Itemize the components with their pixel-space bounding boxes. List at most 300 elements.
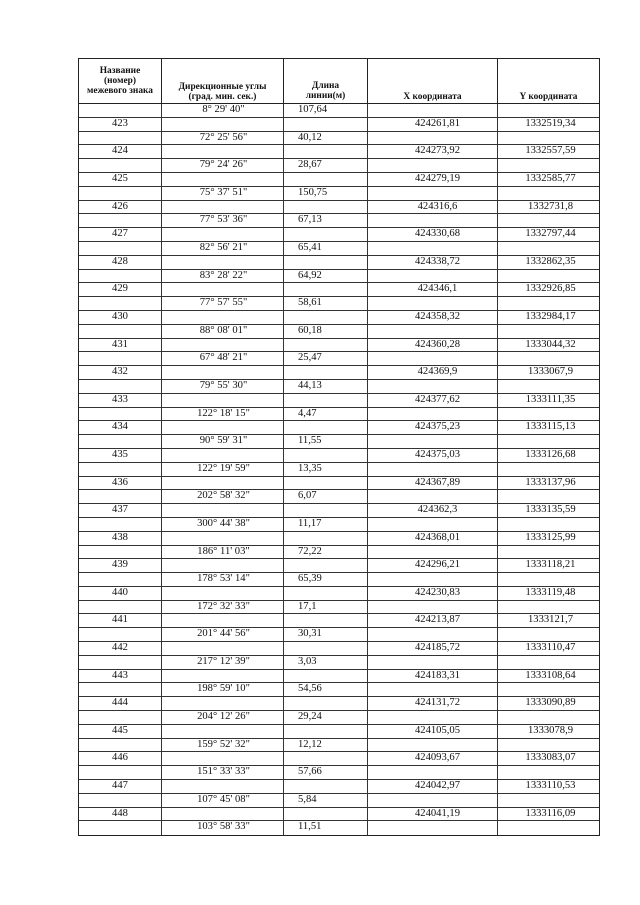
empty-cell	[497, 711, 599, 724]
empty-cell	[497, 490, 599, 503]
empty-cell	[283, 614, 367, 627]
empty-cell	[79, 711, 161, 724]
table-row	[79, 408, 599, 422]
line-length: 5,84	[283, 794, 367, 807]
direction-angle: 151° 33' 33"	[161, 766, 283, 779]
empty-cell	[497, 187, 599, 200]
table-row	[79, 173, 599, 187]
line-length: 3,03	[283, 656, 367, 669]
y-coordinate: 1333110,53	[497, 780, 599, 793]
y-coordinate: 1332984,17	[497, 311, 599, 324]
table-row	[79, 518, 599, 532]
y-coordinate: 1333118,21	[497, 559, 599, 572]
direction-angle: 122° 18' 15"	[161, 408, 283, 421]
direction-angle: 204° 12' 26"	[161, 711, 283, 724]
empty-cell	[497, 601, 599, 614]
x-coordinate: 424213,87	[367, 614, 497, 627]
line-length: 107,64	[283, 104, 367, 117]
table-row	[79, 656, 599, 670]
point-name: 447	[112, 780, 128, 792]
line-length: 12,12	[283, 739, 367, 752]
empty-cell	[79, 242, 161, 255]
empty-cell	[367, 573, 497, 586]
empty-cell	[161, 614, 283, 627]
empty-cell	[367, 711, 497, 724]
direction-angle: 172° 32' 33"	[161, 601, 283, 614]
x-coordinate: 424230,83	[367, 587, 497, 600]
empty-cell	[283, 339, 367, 352]
empty-cell	[79, 187, 161, 200]
point-name: 434	[112, 421, 128, 433]
y-coordinate: 1333067,9	[497, 366, 599, 379]
empty-cell	[283, 670, 367, 683]
empty-cell	[161, 559, 283, 572]
table-row	[79, 214, 599, 228]
empty-cell	[283, 173, 367, 186]
table-row	[79, 628, 599, 642]
direction-angle: 202° 58' 32"	[161, 490, 283, 503]
x-coordinate: 424377,62	[367, 394, 497, 407]
table-row	[79, 546, 599, 560]
x-coordinate: 424183,31	[367, 670, 497, 683]
line-length: 17,1	[283, 601, 367, 614]
empty-cell	[283, 559, 367, 572]
empty-cell	[161, 808, 283, 821]
y-coordinate: 1333083,07	[497, 752, 599, 765]
empty-cell	[79, 490, 161, 503]
line-length: 11,55	[283, 435, 367, 448]
point-name: 427	[112, 228, 128, 240]
x-coordinate: 424375,03	[367, 449, 497, 462]
point-name: 437	[112, 504, 128, 516]
table-row	[79, 711, 599, 725]
empty-cell	[79, 628, 161, 641]
empty-cell	[367, 821, 497, 835]
line-length: 65,39	[283, 573, 367, 586]
empty-cell	[497, 794, 599, 807]
empty-cell	[283, 283, 367, 296]
direction-angle: 201° 44' 56"	[161, 628, 283, 641]
x-coordinate: 424261,81	[367, 118, 497, 131]
line-length: 4,47	[283, 408, 367, 421]
line-length: 40,12	[283, 132, 367, 145]
empty-cell	[161, 449, 283, 462]
line-length: 6,07	[283, 490, 367, 503]
table-row	[79, 159, 599, 173]
y-coordinate: 1333111,35	[497, 394, 599, 407]
direction-angle: 77° 53' 36"	[161, 214, 283, 227]
x-coordinate: 424362,3	[367, 504, 497, 517]
header-name: Название (номер) межевого знака	[87, 66, 153, 96]
line-length: 28,67	[283, 159, 367, 172]
empty-cell	[367, 463, 497, 476]
table-row	[79, 477, 599, 491]
direction-angle: 79° 24' 26"	[161, 159, 283, 172]
table-row	[79, 394, 599, 408]
point-name: 445	[112, 724, 128, 736]
table-row	[79, 683, 599, 697]
empty-cell	[161, 697, 283, 710]
empty-cell	[497, 463, 599, 476]
line-length: 29,24	[283, 711, 367, 724]
empty-cell	[161, 752, 283, 765]
empty-cell	[161, 394, 283, 407]
y-coordinate: 1333121,7	[497, 614, 599, 627]
table-row	[79, 614, 599, 628]
point-name: 439	[112, 559, 128, 571]
empty-cell	[79, 573, 161, 586]
empty-cell	[497, 297, 599, 310]
table-row	[79, 201, 599, 215]
direction-angle: 82° 56' 21"	[161, 242, 283, 255]
empty-cell	[161, 118, 283, 131]
empty-cell	[367, 325, 497, 338]
empty-cell	[497, 683, 599, 696]
direction-angle: 300° 44' 38"	[161, 518, 283, 531]
empty-cell	[283, 394, 367, 407]
empty-cell	[367, 435, 497, 448]
empty-cell	[367, 766, 497, 779]
empty-cell	[367, 380, 497, 393]
line-length: 30,31	[283, 628, 367, 641]
empty-cell	[367, 408, 497, 421]
empty-cell	[367, 683, 497, 696]
table-row	[79, 132, 599, 146]
table-row	[79, 145, 599, 159]
point-name: 432	[112, 366, 128, 378]
direction-angle: 186° 11' 03"	[161, 546, 283, 559]
table-row	[79, 187, 599, 201]
line-length: 54,56	[283, 683, 367, 696]
x-coordinate: 424330,68	[367, 228, 497, 241]
empty-cell	[283, 118, 367, 131]
table-row	[79, 297, 599, 311]
point-name: 425	[112, 172, 128, 184]
y-coordinate: 1333116,09	[497, 808, 599, 821]
table-row	[79, 642, 599, 656]
empty-cell	[161, 173, 283, 186]
empty-cell	[79, 518, 161, 531]
empty-cell	[161, 780, 283, 793]
empty-cell	[283, 421, 367, 434]
empty-cell	[283, 587, 367, 600]
empty-cell	[497, 739, 599, 752]
direction-angle: 159° 52' 32"	[161, 739, 283, 752]
point-name: 426	[112, 200, 128, 212]
x-coordinate: 424093,67	[367, 752, 497, 765]
direction-angle: 88° 08' 01"	[161, 325, 283, 338]
y-coordinate: 1333115,13	[497, 421, 599, 434]
x-coordinate: 424279,19	[367, 173, 497, 186]
y-coordinate: 1332519,34	[497, 118, 599, 131]
y-coordinate: 1333090,89	[497, 697, 599, 710]
table-row	[79, 104, 599, 118]
empty-cell	[79, 656, 161, 669]
empty-cell	[283, 642, 367, 655]
empty-cell	[161, 145, 283, 158]
direction-angle: 72° 25' 56"	[161, 132, 283, 145]
line-length: 57,66	[283, 766, 367, 779]
table-row	[79, 449, 599, 463]
table-row	[79, 504, 599, 518]
empty-cell	[161, 504, 283, 517]
empty-cell	[79, 380, 161, 393]
empty-cell	[79, 214, 161, 227]
table-row	[79, 270, 599, 284]
direction-angle: 8° 29' 40"	[161, 104, 283, 117]
x-coordinate: 424369,9	[367, 366, 497, 379]
direction-angle: 103° 58' 33"	[161, 821, 283, 835]
empty-cell	[79, 739, 161, 752]
table-header	[79, 58, 599, 104]
empty-cell	[367, 270, 497, 283]
empty-cell	[367, 242, 497, 255]
empty-cell	[79, 297, 161, 310]
empty-cell	[367, 159, 497, 172]
line-length: 60,18	[283, 325, 367, 338]
direction-angle: 217° 12' 39"	[161, 656, 283, 669]
table-row	[79, 352, 599, 366]
empty-cell	[79, 352, 161, 365]
table-row	[79, 573, 599, 587]
table-row	[79, 118, 599, 132]
y-coordinate: 1332926,85	[497, 283, 599, 296]
empty-cell	[283, 366, 367, 379]
x-coordinate: 424131,72	[367, 697, 497, 710]
line-length: 65,41	[283, 242, 367, 255]
direction-angle: 198° 59' 10"	[161, 683, 283, 696]
y-coordinate: 1333126,68	[497, 449, 599, 462]
empty-cell	[283, 311, 367, 324]
y-coordinate: 1333119,48	[497, 587, 599, 600]
empty-cell	[79, 159, 161, 172]
empty-cell	[367, 628, 497, 641]
table-row	[79, 725, 599, 739]
table-row	[79, 325, 599, 339]
empty-cell	[367, 794, 497, 807]
table-row	[79, 421, 599, 435]
empty-cell	[367, 132, 497, 145]
empty-cell	[367, 739, 497, 752]
empty-cell	[161, 587, 283, 600]
y-coordinate: 1333135,59	[497, 504, 599, 517]
point-name: 438	[112, 531, 128, 543]
direction-angle: 75° 37' 51"	[161, 187, 283, 200]
empty-cell	[79, 408, 161, 421]
line-length: 72,22	[283, 546, 367, 559]
x-coordinate: 424273,92	[367, 145, 497, 158]
x-coordinate: 424316,6	[367, 201, 497, 214]
x-coordinate: 424296,21	[367, 559, 497, 572]
empty-cell	[497, 628, 599, 641]
point-name: 431	[112, 338, 128, 350]
table-row	[79, 766, 599, 780]
table-row	[79, 532, 599, 546]
empty-cell	[283, 201, 367, 214]
empty-cell	[79, 132, 161, 145]
line-length: 13,35	[283, 463, 367, 476]
table-row	[79, 821, 599, 835]
y-coordinate: 1333110,47	[497, 642, 599, 655]
empty-cell	[497, 242, 599, 255]
x-coordinate: 424042,97	[367, 780, 497, 793]
table-row	[79, 697, 599, 711]
empty-cell	[79, 270, 161, 283]
table-row	[79, 752, 599, 766]
table-row	[79, 339, 599, 353]
table-row	[79, 256, 599, 270]
empty-cell	[283, 725, 367, 738]
table-row	[79, 780, 599, 794]
line-length: 11,51	[283, 821, 367, 835]
empty-cell	[161, 421, 283, 434]
x-coordinate: 424360,28	[367, 339, 497, 352]
y-coordinate: 1332585,77	[497, 173, 599, 186]
empty-cell	[497, 380, 599, 393]
table-row	[79, 808, 599, 822]
table-row	[79, 228, 599, 242]
table-row	[79, 463, 599, 477]
y-coordinate: 1333108,64	[497, 670, 599, 683]
direction-angle: 77° 57' 55"	[161, 297, 283, 310]
empty-cell	[367, 352, 497, 365]
empty-cell	[367, 518, 497, 531]
table-row	[79, 739, 599, 753]
x-coordinate: 424105,05	[367, 725, 497, 738]
empty-cell	[497, 821, 599, 835]
empty-cell	[497, 132, 599, 145]
table-row	[79, 242, 599, 256]
direction-angle: 79° 55' 30"	[161, 380, 283, 393]
line-length: 44,13	[283, 380, 367, 393]
empty-cell	[79, 463, 161, 476]
direction-angle: 90° 59' 31"	[161, 435, 283, 448]
direction-angle: 107° 45' 08"	[161, 794, 283, 807]
x-coordinate: 424367,89	[367, 477, 497, 490]
empty-cell	[497, 214, 599, 227]
empty-cell	[283, 256, 367, 269]
empty-cell	[497, 573, 599, 586]
header-x: X координата	[367, 59, 497, 103]
y-coordinate: 1332797,44	[497, 228, 599, 241]
empty-cell	[283, 449, 367, 462]
empty-cell	[367, 656, 497, 669]
y-coordinate: 1333044,32	[497, 339, 599, 352]
x-coordinate: 424338,72	[367, 256, 497, 269]
y-coordinate: 1333125,99	[497, 532, 599, 545]
empty-cell	[367, 601, 497, 614]
y-coordinate: 1333078,9	[497, 725, 599, 738]
empty-cell	[79, 435, 161, 448]
empty-cell	[161, 201, 283, 214]
line-length: 150,75	[283, 187, 367, 200]
point-name: 446	[112, 752, 128, 764]
table-row	[79, 435, 599, 449]
point-name: 423	[112, 117, 128, 129]
y-coordinate: 1332862,35	[497, 256, 599, 269]
empty-cell	[283, 780, 367, 793]
point-name: 433	[112, 393, 128, 405]
line-length: 67,13	[283, 214, 367, 227]
point-name: 430	[112, 310, 128, 322]
empty-cell	[497, 656, 599, 669]
empty-cell	[497, 270, 599, 283]
point-name: 428	[112, 255, 128, 267]
empty-cell	[497, 435, 599, 448]
direction-angle: 67° 48' 21"	[161, 352, 283, 365]
y-coordinate: 1332557,59	[497, 145, 599, 158]
point-name: 441	[112, 614, 128, 626]
empty-cell	[161, 339, 283, 352]
empty-cell	[367, 104, 497, 117]
empty-cell	[161, 642, 283, 655]
line-length: 64,92	[283, 270, 367, 283]
empty-cell	[79, 546, 161, 559]
point-name: 442	[112, 642, 128, 654]
header-length: Длина линии(м)	[283, 59, 367, 103]
direction-angle: 83° 28' 22"	[161, 270, 283, 283]
empty-cell	[79, 794, 161, 807]
header-angle: Дирекционные углы (град. мин. сек.)	[161, 59, 283, 103]
direction-angle: 122° 19' 59"	[161, 463, 283, 476]
empty-cell	[283, 697, 367, 710]
direction-angle: 178° 53' 14"	[161, 573, 283, 586]
point-name: 440	[112, 586, 128, 598]
empty-cell	[367, 297, 497, 310]
point-name: 448	[112, 807, 128, 819]
empty-cell	[283, 228, 367, 241]
empty-cell	[161, 366, 283, 379]
table-row	[79, 587, 599, 601]
x-coordinate: 424185,72	[367, 642, 497, 655]
empty-cell	[79, 601, 161, 614]
empty-cell	[497, 104, 599, 117]
empty-cell	[283, 145, 367, 158]
table-row	[79, 559, 599, 573]
x-coordinate: 424358,32	[367, 311, 497, 324]
x-coordinate: 424346,1	[367, 283, 497, 296]
empty-cell	[161, 311, 283, 324]
empty-cell	[497, 408, 599, 421]
header-y: Y координата	[497, 59, 599, 103]
y-coordinate: 1333137,96	[497, 477, 599, 490]
empty-cell	[79, 104, 161, 117]
empty-cell	[497, 325, 599, 338]
empty-cell	[283, 532, 367, 545]
x-coordinate: 424375,23	[367, 421, 497, 434]
empty-cell	[283, 808, 367, 821]
empty-cell	[161, 532, 283, 545]
empty-cell	[161, 256, 283, 269]
empty-cell	[497, 518, 599, 531]
empty-cell	[497, 546, 599, 559]
empty-cell	[79, 821, 161, 835]
table-row	[79, 601, 599, 615]
empty-cell	[161, 725, 283, 738]
empty-cell	[79, 683, 161, 696]
empty-cell	[497, 159, 599, 172]
point-name: 429	[112, 283, 128, 295]
table-row	[79, 794, 599, 808]
point-name: 435	[112, 448, 128, 460]
empty-cell	[367, 490, 497, 503]
empty-cell	[161, 477, 283, 490]
empty-cell	[367, 214, 497, 227]
empty-cell	[283, 752, 367, 765]
table-row	[79, 490, 599, 504]
y-coordinate: 1332731,8	[497, 201, 599, 214]
point-name: 443	[112, 669, 128, 681]
